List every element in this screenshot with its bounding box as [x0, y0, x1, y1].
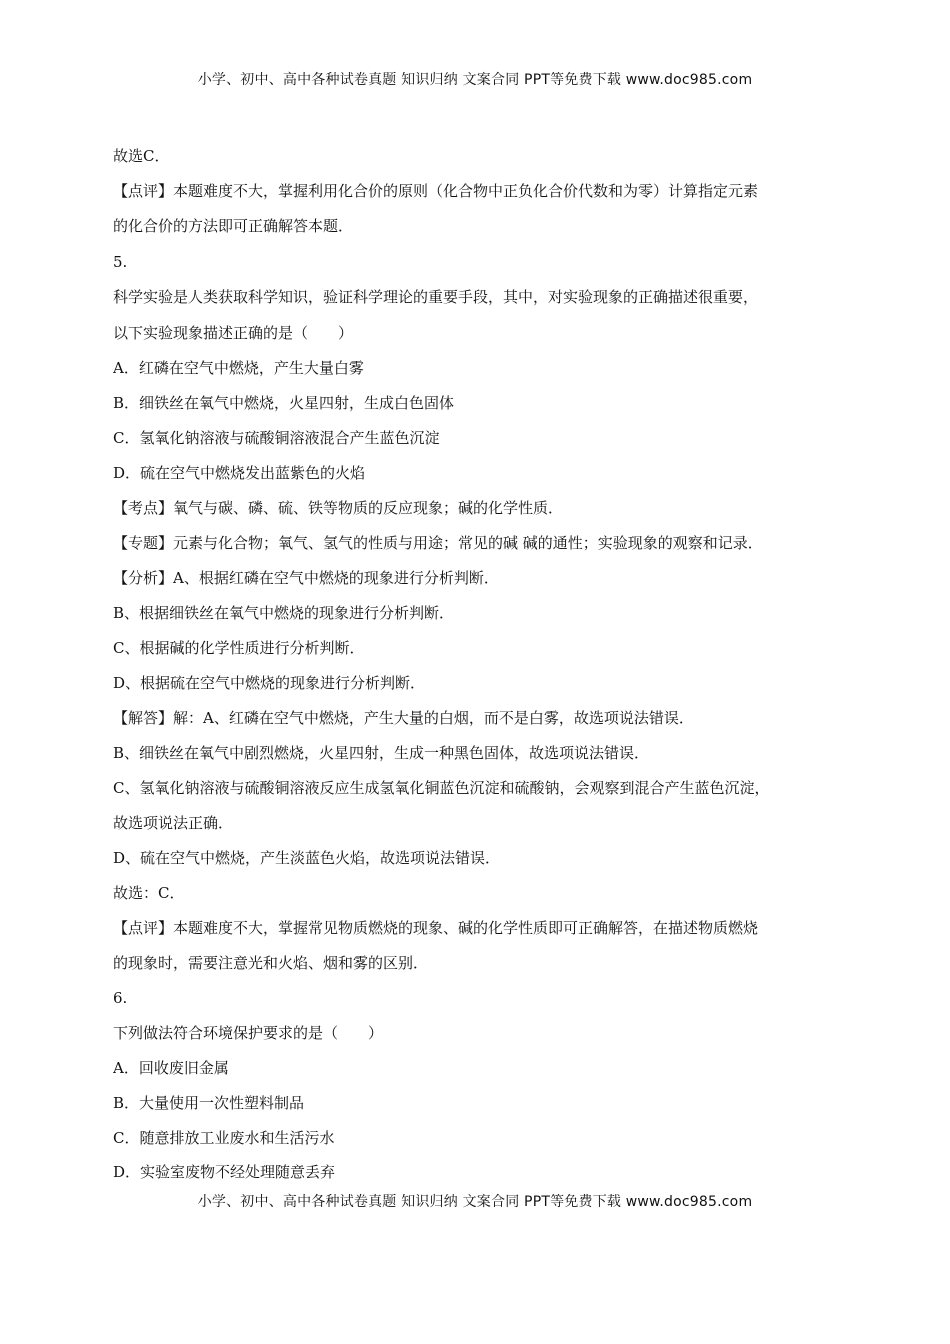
text-line: 的现象时，需要注意光和火焰、烟和雾的区别．: [113, 954, 429, 972]
text-line: 故选：C．: [113, 884, 185, 902]
option-c: C．氢氧化钠溶液与硫酸铜溶液混合产生蓝色沉淀: [113, 429, 440, 447]
question-number: 6.: [113, 989, 128, 1007]
option-d: D．实验室废物不经处理随意丢弃: [113, 1163, 336, 1181]
text-line: C、根据碱的化学性质进行分析判断．: [113, 639, 365, 657]
question-stem: 科学实验是人类获取科学知识，验证科学理论的重要手段，其中，对实验现象的正确描述很重要，: [113, 288, 759, 306]
option-b: B．细铁丝在氧气中燃烧，火星四射，生成白色固体: [113, 394, 455, 412]
text-line: 【点评】本题难度不大，掌握利用化合价的原则（化合物中正负化合价代数和为零）计算指定元素: [113, 182, 759, 200]
option-c: C．随意排放工业废水和生活污水: [113, 1129, 335, 1147]
text-line: 故选C．: [113, 147, 170, 165]
text-line: D、根据硫在空气中燃烧的现象进行分析判断．: [113, 674, 426, 692]
text-line: 的化合价的方法即可正确解答本题．: [113, 217, 354, 235]
option-b: B．大量使用一次性塑料制品: [113, 1094, 305, 1112]
text-line: B、根据细铁丝在氧气中燃烧的现象进行分析判断．: [113, 604, 455, 622]
text-line: 【专题】元素与化合物；氧气、氢气的性质与用途；常见的碱 碱的通性；实验现象的观察和记录．: [113, 534, 763, 552]
question-stem: 下列做法符合环境保护要求的是（ ）: [113, 1024, 384, 1042]
page-footer: 小学、初中、高中各种试卷真题 知识归纳 文案合同 PPT等免费下载 www.doc985.com: [197, 1194, 753, 1210]
text-line: D、硫在空气中燃烧，产生淡蓝色火焰，故选项说法错误．: [113, 849, 501, 867]
text-line: 【解答】解：A、红磷在空气中燃烧，产生大量的白烟，而不是白雾，故选项说法错误．: [113, 709, 694, 727]
page-header: 小学、初中、高中各种试卷真题 知识归纳 文案合同 PPT等免费下载 www.doc985.com: [197, 72, 753, 88]
text-line: C、氢氧化钠溶液与硫酸铜溶液反应生成氢氧化铜蓝色沉淀和硫酸钠，会观察到混合产生蓝色沉淀，: [113, 779, 770, 797]
option-a: A．红磷在空气中燃烧，产生大量白雾: [113, 359, 364, 377]
question-stem: 以下实验现象描述正确的是（ ）: [113, 324, 354, 342]
question-number: 5.: [113, 253, 128, 271]
text-line: 【考点】氧气与碳、磷、硫、铁等物质的反应现象；碱的化学性质．: [113, 499, 564, 517]
text-line: 故选项说法正确．: [113, 814, 234, 832]
option-d: D．硫在空气中燃烧发出蓝紫色的火焰: [113, 464, 366, 482]
option-a: A．回收废旧金属: [113, 1059, 229, 1077]
text-line: B、细铁丝在氧气中剧烈燃烧，火星四射，生成一种黑色固体，故选项说法错误．: [113, 744, 650, 762]
text-line: 【分析】A、根据红磷在空气中燃烧的现象进行分析判断．: [113, 569, 499, 587]
text-line: 【点评】本题难度不大，掌握常见物质燃烧的现象、碱的化学性质即可正确解答，在描述物质燃烧: [113, 919, 759, 937]
